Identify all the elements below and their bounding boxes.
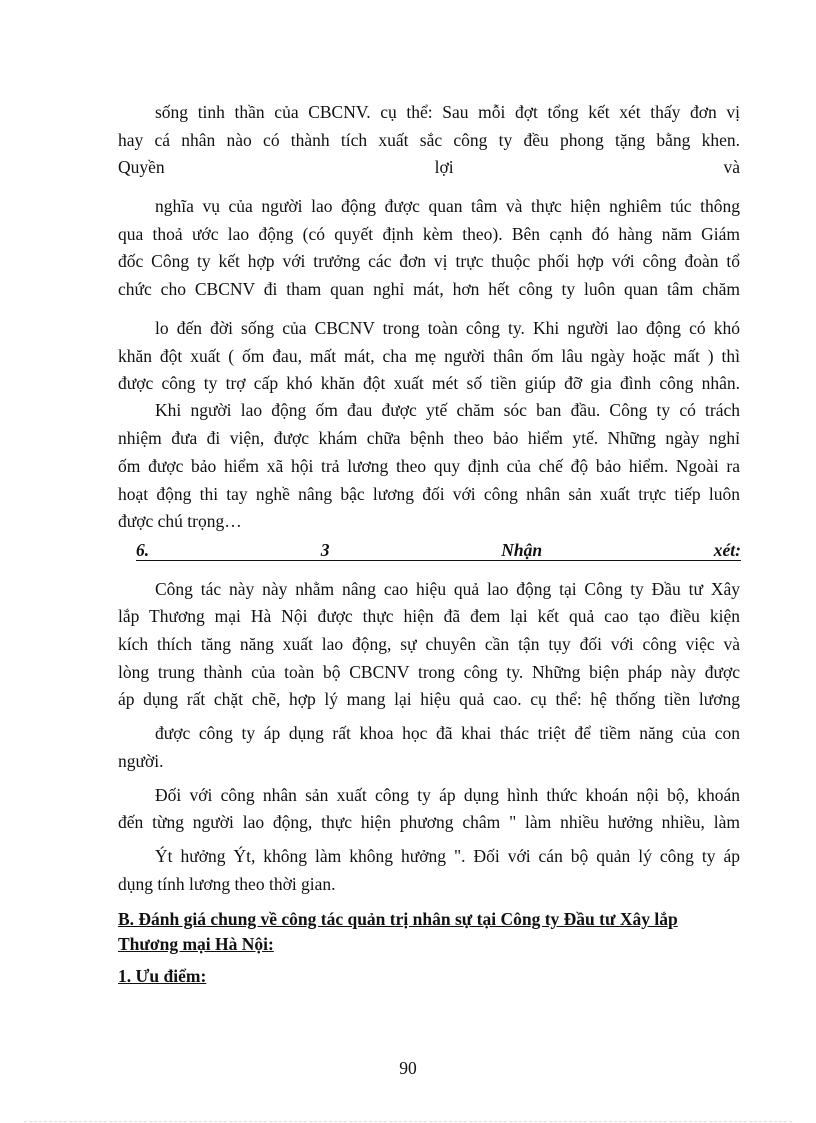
text-line: Công tác này này nhằm nâng cao hiệu quả lao động tại Công ty Đầu tư Xây	[155, 579, 740, 599]
text-line: áp dụng rất chặt chẽ, hợp lý mang lại hiệu quả cao. cụ thể: hệ thống tiền lương	[118, 689, 740, 709]
text-line: qua thoả ước lao động (có quyết định kèm theo). Bên cạnh đó hàng năm Giám	[118, 224, 740, 244]
text-line: được công ty áp dụng rất khoa học đã khai thác triệt để tiềm năng của con	[155, 723, 740, 743]
text-line: đến từng người lao động, thực hiện phương châm " làm nhiều hưởng nhiều, làm	[118, 812, 740, 832]
heading-word: xét:	[713, 540, 741, 560]
text-line: ốm được bảo hiểm xã hội trả lương theo quy định của chế độ bảo hiểm. Ngoài ra	[118, 456, 740, 476]
heading-number: 6.	[136, 540, 150, 560]
heading-subnumber: 3	[320, 540, 330, 560]
text-line: dụng tính lương theo thời gian.	[118, 874, 336, 894]
text-line: Ýt hưởng Ýt, không làm không hưởng ". Đối với cán bộ quản lý công ty áp	[155, 846, 740, 866]
text-line: nhiệm đưa đi viện, được khám chữa bệnh theo bảo hiểm ytế. Những ngày nghỉ	[118, 428, 740, 448]
text-line: sống tinh thần của CBCNV. cụ thể: Sau mỗi đợt tổng kết xét thấy đơn vị	[155, 102, 740, 122]
heading-word: Nhận	[501, 540, 543, 560]
text-line: chức cho CBCNV đi tham quan nghỉ mát, hơn hết công ty luôn quan tâm chăm	[118, 279, 740, 299]
text-line: hay cá nhân nào có thành tích xuất sắc công ty đều phong tặng bằng khen.	[118, 130, 740, 150]
text-line: người.	[118, 751, 164, 771]
text-line: kích thích tăng năng xuất lao động, sự chuyên cần tận tụy đối với công việc và	[118, 634, 740, 654]
text-line: được chú trọng…	[118, 511, 242, 531]
text-line: nghĩa vụ của người lao động được quan tâm và thực hiện nghiêm túc thông	[155, 196, 740, 216]
text-line: Quyền lợi và	[118, 157, 740, 177]
section-heading-b-cont: Thương mại Hà Nội:	[118, 934, 274, 954]
text-line: đốc Công ty kết hợp với trưởng các đơn vị trực thuộc phối hợp với công đoàn tổ	[118, 251, 740, 271]
section-heading-b: B. Đánh giá chung về công tác quản trị nhân sự tại Công ty Đầu tư Xây lắp	[118, 909, 678, 929]
page-number: 90	[399, 1058, 417, 1078]
section-heading-6-3	[136, 540, 741, 561]
text-line: khăn đột xuất ( ốm đau, mất mát, cha mẹ người thân ốm lâu ngày hoặc mất ) thì	[118, 346, 740, 366]
text-line: hoạt động thi tay nghề nâng bậc lương đối với công nhân sản xuất trực tiếp luôn	[118, 484, 740, 504]
page-edge-rule	[24, 1121, 792, 1122]
text-line: Đối với công nhân sản xuất công ty áp dụng hình thức khoán nội bộ, khoán	[155, 785, 740, 805]
text-line: được công ty trợ cấp khó khăn đột xuất mét số tiền giúp đỡ gia đình công nhân.	[118, 373, 740, 393]
section-heading-1: 1. Ưu điểm:	[118, 966, 207, 986]
text-line: lo đến đời sống của CBCNV trong toàn công ty. Khi người lao động có khó	[155, 318, 740, 338]
text-line: lòng trung thành của toàn bộ CBCNV trong công ty. Những biện pháp này được	[118, 662, 740, 682]
text-line: Khi người lao động ốm đau được ytế chăm sóc ban đầu. Công ty có trách	[155, 400, 740, 420]
text-line: lắp Thương mại Hà Nội được thực hiện đã đem lại kết quả cao tạo điều kiện	[118, 606, 740, 626]
